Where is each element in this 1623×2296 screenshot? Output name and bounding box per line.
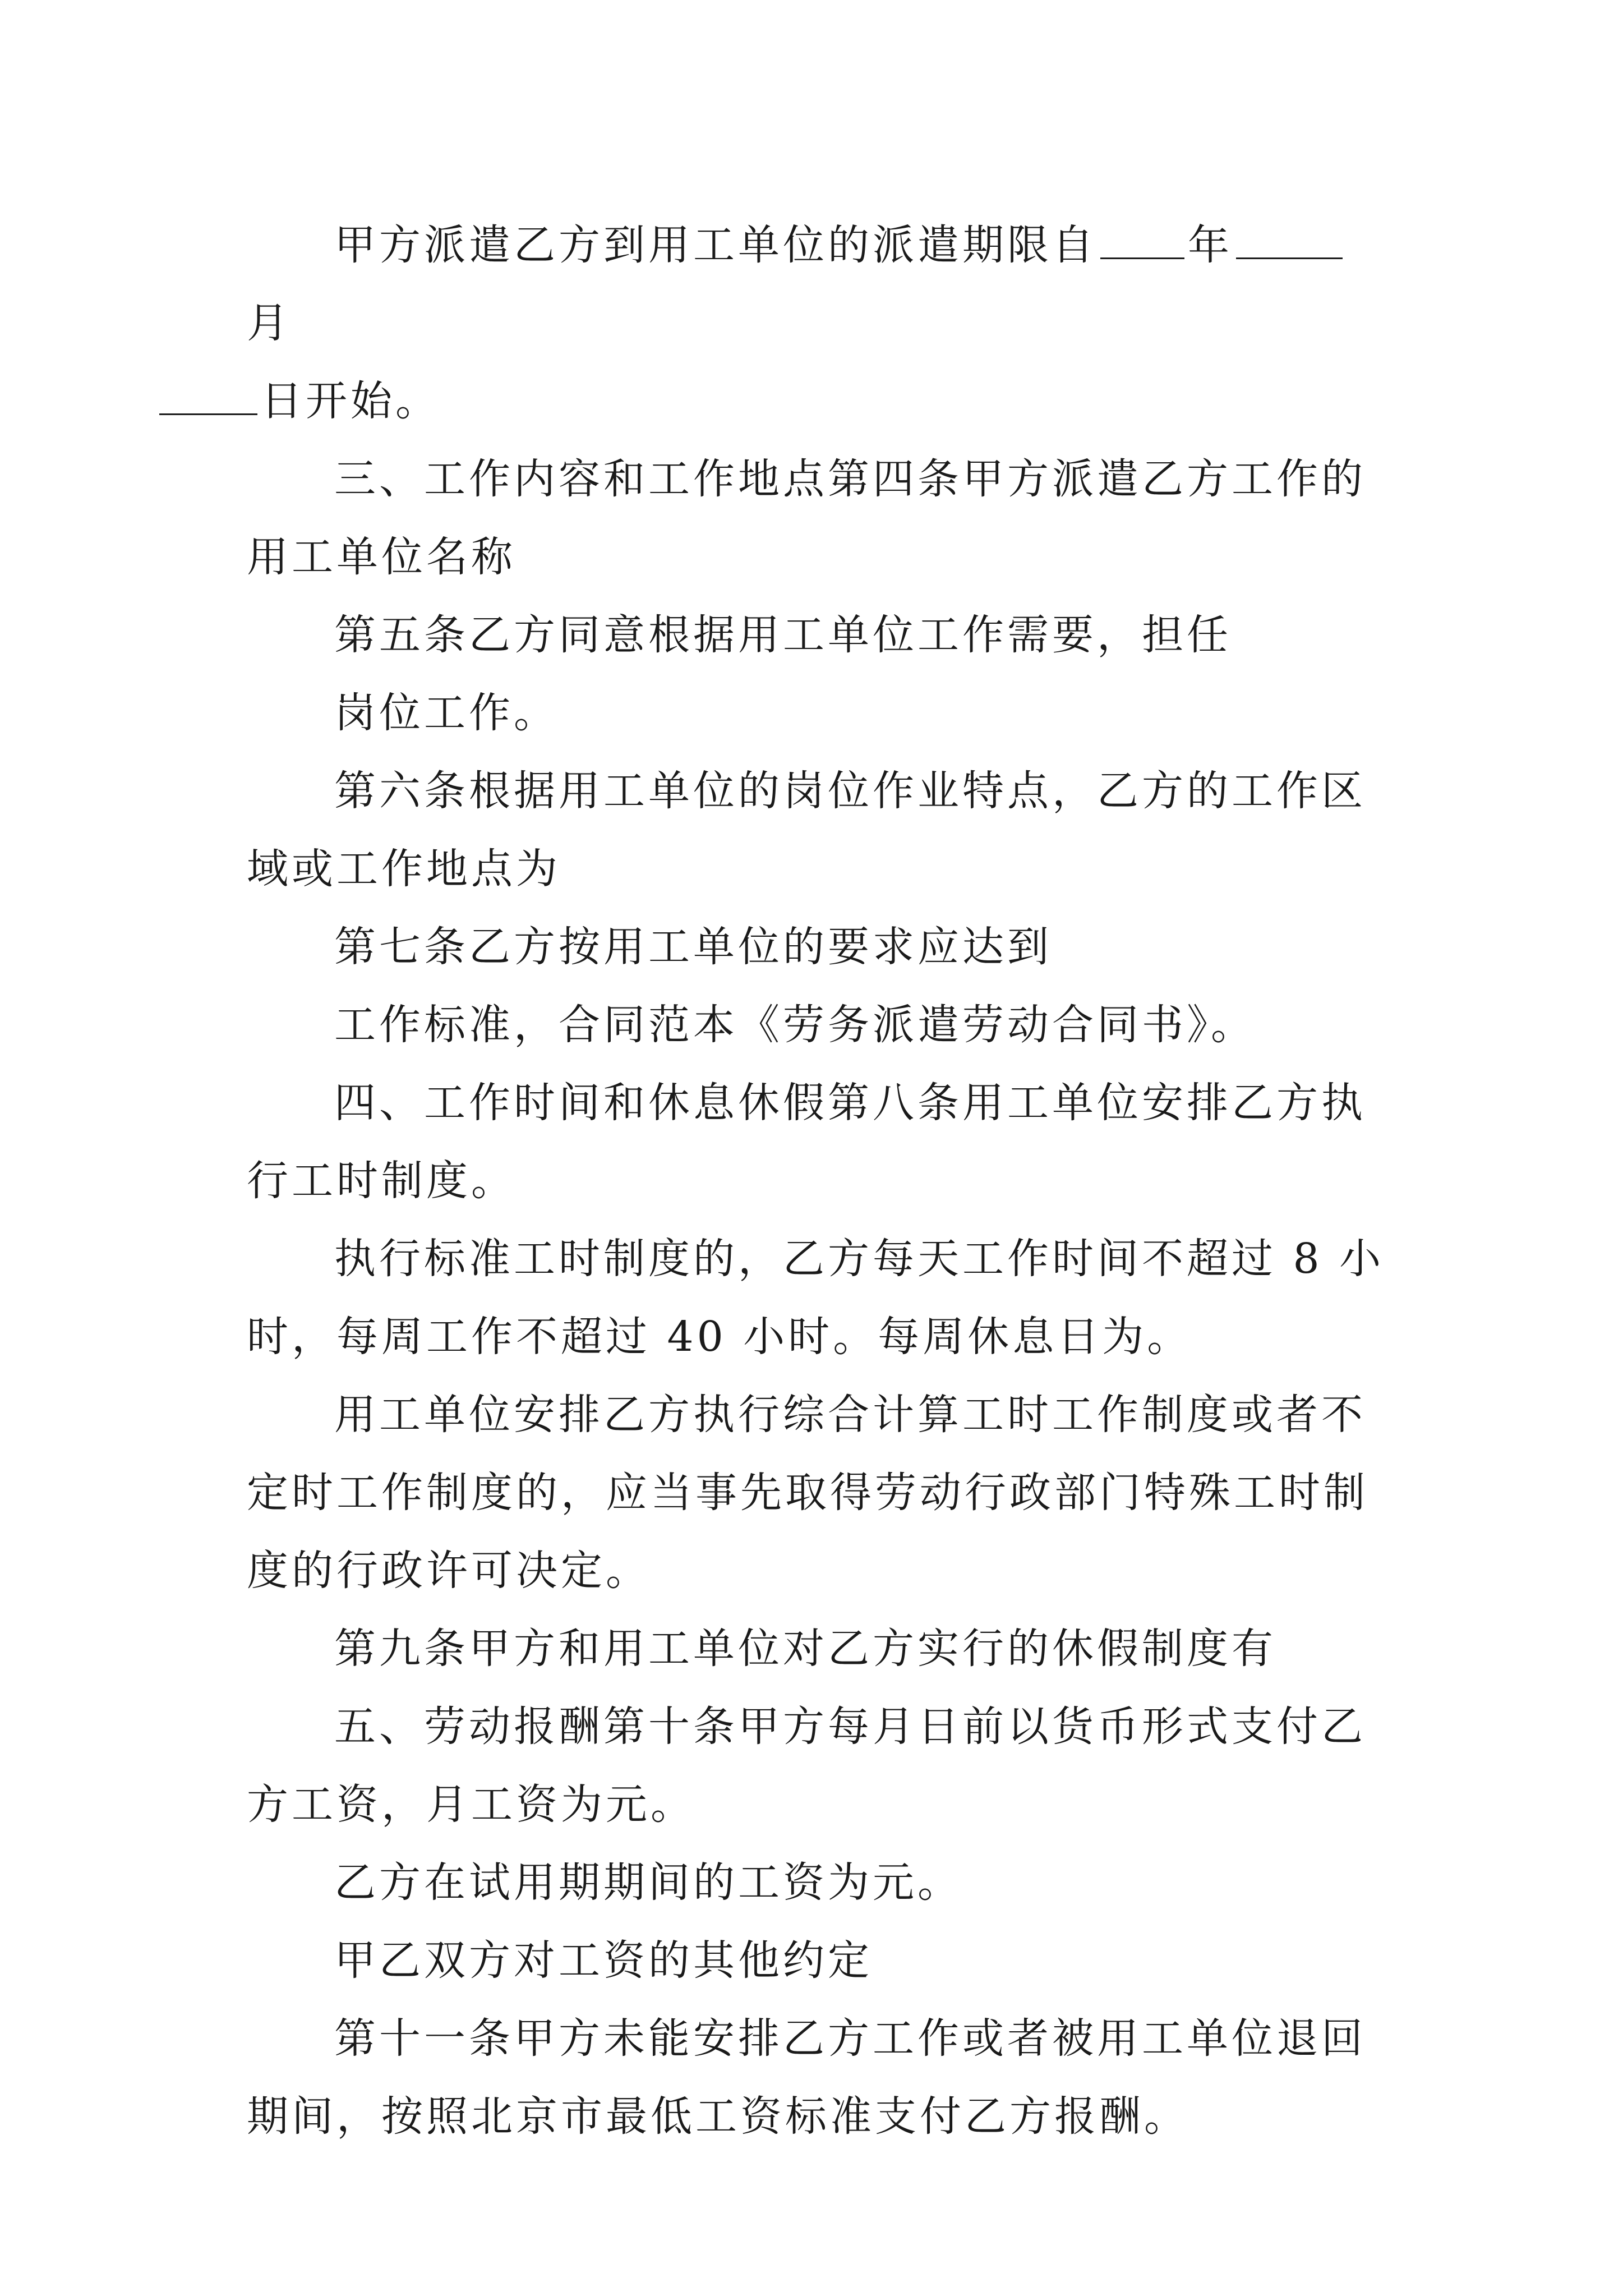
paragraph-article-nine: 第九条甲方和用工单位对乙方实行的休假制度有 — [334, 1625, 1276, 1673]
paragraph-section-four: 四、工作时间和休息休假第八条用工单位安排乙方执行工时制度。 — [247, 1079, 1366, 1205]
paragraph-article-six: 第六条根据用工单位的岗位作业特点，乙方的工作区域或工作地点为 — [247, 767, 1366, 893]
paragraph-probation-wage: 乙方在试用期期间的工资为元。 — [334, 1858, 962, 1907]
month-label: 月 — [247, 299, 292, 347]
paragraph-article-five: 第五条乙方同意根据用工单位工作需要，担任 — [334, 611, 1232, 659]
paragraph-work-standard: 工作标准，合同范本《劳务派遣劳动合同书》。 — [334, 1001, 1256, 1049]
year-label: 年 — [1188, 221, 1233, 269]
paragraph-article-seven: 第七条乙方按用工单位的要求应达到 — [334, 923, 1052, 971]
paragraph-standard-hours: 执行标准工时制度的，乙方每天工作时间不超过 8 小时，每周工作不超过 40 小时。每周休息日为。 — [247, 1235, 1385, 1361]
day-label: 日开始。 — [261, 377, 440, 425]
paragraph-dispatch-period — [247, 206, 1385, 440]
paragraph-section-five: 五、劳动报酬第十条甲方每月日前以货币形式支付乙方工资，月工资为元。 — [247, 1703, 1366, 1829]
paragraph-other-wage-terms: 甲乙双方对工资的其他约定 — [334, 1936, 873, 1985]
day-blank — [159, 374, 257, 415]
paragraph-position-work: 岗位工作。 — [334, 689, 559, 737]
paragraph-special-hours: 用工单位安排乙方执行综合计算工时工作制度或者不定时工作制度的，应当事先取得劳动行政部门特殊工时制度的行政许可决定。 — [247, 1391, 1368, 1595]
year-blank — [1100, 218, 1184, 259]
paragraph-text: 甲方派遣乙方到用工单位的派遣期限自 — [334, 221, 1097, 269]
month-blank — [1236, 218, 1343, 259]
paragraph-article-eleven: 第十一条甲方未能安排乙方工作或者被用工单位退回期间，按照北京市最低工资标准支付乙方报酬。 — [247, 2014, 1366, 2141]
contract-body — [247, 206, 1385, 2156]
paragraph-section-three: 三、工作内容和工作地点第四条甲方派遣乙方工作的用工单位名称 — [247, 455, 1366, 581]
